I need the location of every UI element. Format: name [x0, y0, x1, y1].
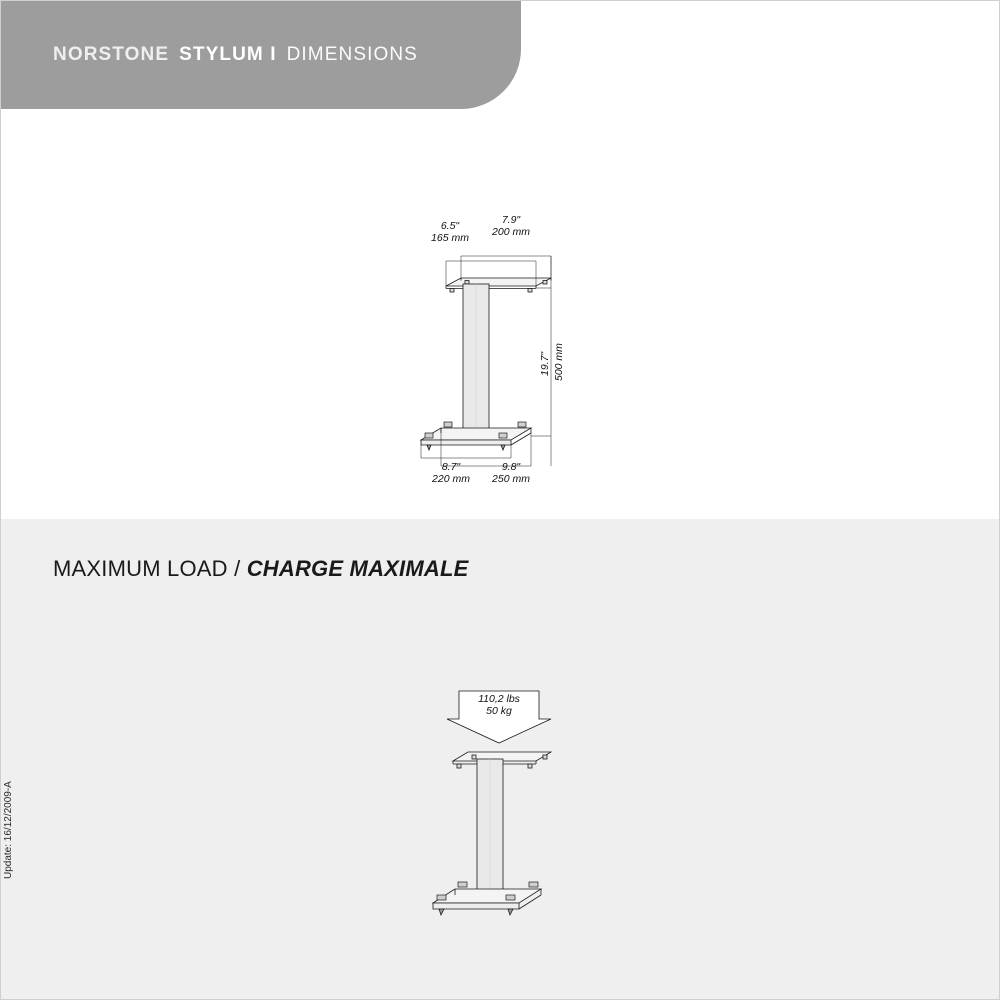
- max-load-value: [459, 693, 539, 717]
- brand-name: NORSTONE: [53, 44, 170, 65]
- max-load-title: [53, 556, 468, 582]
- section-name: DIMENSIONS: [286, 44, 418, 65]
- dimension-top-inner-imperial: 6.5": [440, 220, 460, 232]
- dimensions-drawing: [401, 214, 621, 511]
- dimension-base-outer-metric: 250 mm: [492, 473, 530, 485]
- dimension-top-inner-metric: 165 mm: [431, 232, 469, 244]
- page-title: [53, 44, 418, 66]
- dimension-top-outer-metric: 200 mm: [492, 226, 530, 238]
- max-load-metric: 50 kg: [486, 705, 512, 717]
- max-load-drawing: [411, 681, 591, 956]
- dimension-top-outer-imperial: 7.9": [501, 214, 521, 226]
- dimension-height-metric: 500 mm: [553, 343, 565, 381]
- update-stamp: Update: 16/12/2009-A: [3, 781, 14, 879]
- max-load-title-en: MAXIMUM LOAD: [53, 556, 235, 581]
- dimension-base-outer: [471, 461, 551, 485]
- max-load-title-separator: /: [234, 556, 247, 581]
- dimension-base-inner-metric: 220 mm: [432, 473, 470, 485]
- dimension-top-outer: [471, 214, 551, 238]
- dimension-base-outer-imperial: 9.8": [501, 461, 521, 473]
- dimension-height-imperial: 19.7": [539, 351, 551, 376]
- dimension-base-inner-imperial: 8.7": [441, 461, 461, 473]
- model-name: STYLUM I: [179, 44, 277, 65]
- max-load-imperial: 110,2 lbs: [478, 693, 520, 705]
- max-load-title-fr: CHARGE MAXIMALE: [246, 556, 469, 581]
